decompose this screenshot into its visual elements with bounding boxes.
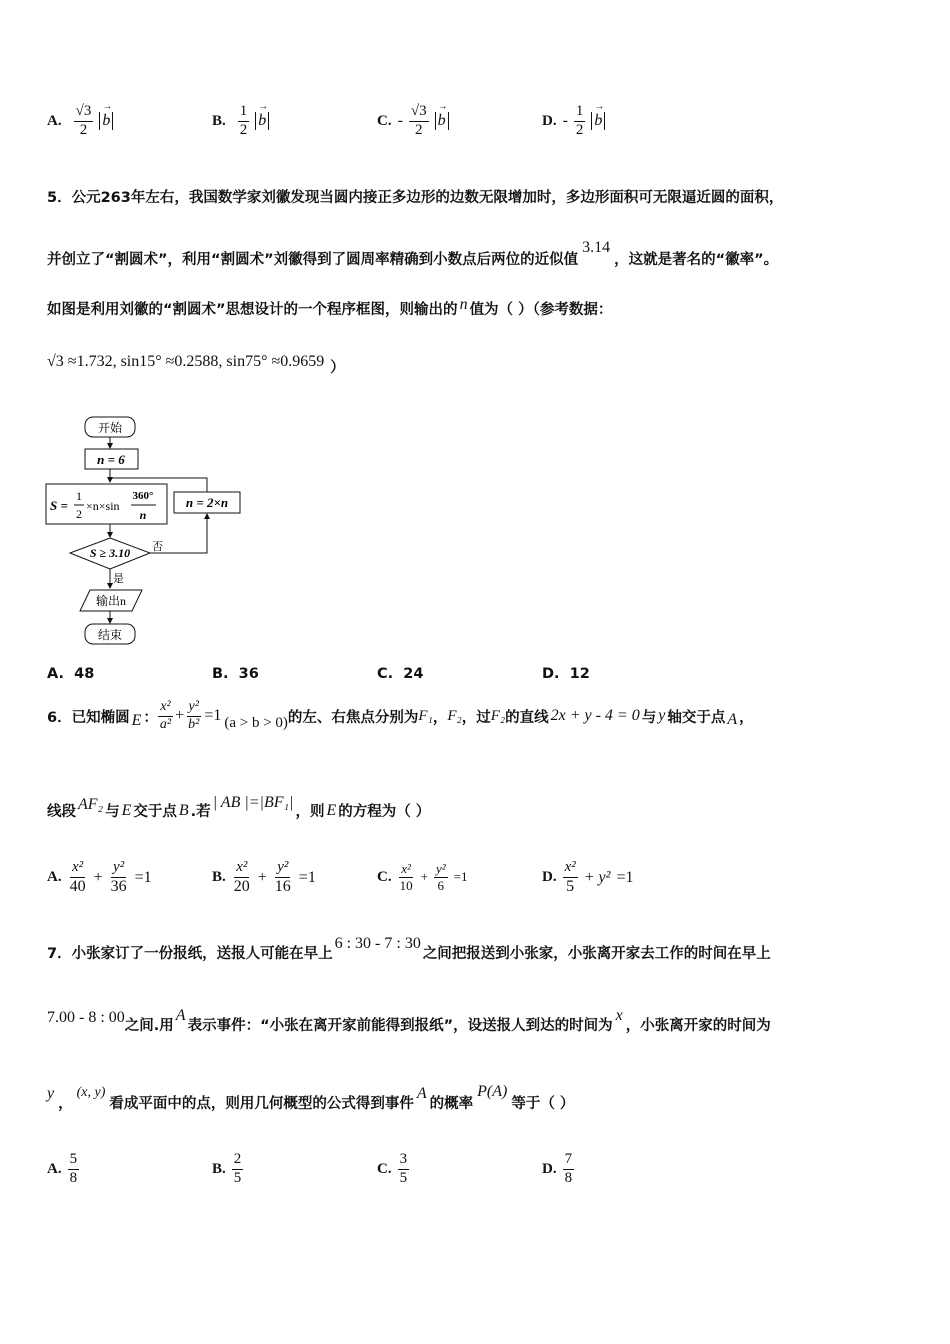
fraction bbox=[273, 860, 293, 896]
fraction-numerator: 3 bbox=[398, 1152, 410, 1170]
option-label: D. bbox=[542, 869, 557, 886]
flow-calc-half-num: 1 bbox=[76, 489, 82, 503]
fraction bbox=[574, 104, 586, 139]
line-equation: 2x + y - 4 = 0 bbox=[550, 707, 640, 725]
q7-option-c[interactable] bbox=[377, 1152, 409, 1187]
focus-f2: F₂ bbox=[490, 707, 506, 724]
q4-option-c[interactable] bbox=[377, 104, 449, 139]
pi-value: 3.14 bbox=[582, 239, 611, 256]
text: 的左、右焦点分别为 bbox=[287, 709, 419, 726]
q5-reference-data bbox=[47, 350, 345, 376]
fraction bbox=[232, 1152, 244, 1187]
fraction bbox=[68, 1152, 80, 1187]
flow-calc-angle-num: 360° bbox=[132, 490, 154, 502]
point-xy: (x, y) bbox=[76, 1085, 106, 1100]
text: 7．小张家订了一份报纸，送报人可能在早上 bbox=[47, 946, 333, 962]
fraction-numerator: 2 bbox=[232, 1152, 244, 1170]
text: 值为（ ）（参考数据： bbox=[469, 302, 613, 318]
text: 如图是利用刘徽的“割圆术”思想设计的一个程序框图，则输出的 bbox=[47, 302, 458, 318]
program-flowchart bbox=[40, 410, 260, 650]
y-squared-term: + y² bbox=[583, 868, 611, 886]
q7-line-3 bbox=[47, 1083, 575, 1113]
fraction bbox=[109, 860, 129, 896]
fraction-numerator: 7 bbox=[563, 1152, 575, 1170]
fraction bbox=[74, 104, 94, 139]
point-a: A bbox=[727, 711, 738, 729]
fraction bbox=[232, 860, 252, 896]
q4-option-b[interactable] bbox=[212, 104, 269, 139]
text: 之间.用 bbox=[124, 1018, 174, 1034]
text: 并创立了“割圆术”，利用“割圆术”刘徽得到了圆周率精确到小数点后两位的近似值 bbox=[47, 252, 579, 268]
flow-output-text: 输出n bbox=[95, 594, 127, 608]
option-value: 36 bbox=[238, 666, 259, 682]
equals-one: =1 bbox=[453, 869, 468, 885]
option-label: B. bbox=[212, 112, 226, 129]
option-label: D. bbox=[542, 666, 560, 682]
option-label: B. bbox=[212, 1160, 226, 1177]
flow-no-label: 否 bbox=[152, 541, 163, 553]
vector-magnitude bbox=[435, 112, 449, 130]
q5-option-d[interactable] bbox=[542, 666, 590, 682]
variable-x: x bbox=[615, 1007, 623, 1024]
option-sign: - bbox=[562, 112, 568, 130]
flow-calc-mid: ×n×sin bbox=[86, 499, 120, 513]
fraction-numerator: x² bbox=[401, 861, 411, 876]
fraction-denominator: 40 bbox=[69, 877, 86, 895]
variable-n: n bbox=[459, 296, 468, 313]
fraction-numerator: x² bbox=[70, 860, 85, 878]
flow-yes-label: 是 bbox=[113, 573, 124, 585]
fraction-numerator: √3 bbox=[74, 104, 94, 122]
equals-one: =1 bbox=[298, 868, 316, 886]
text: ， bbox=[432, 709, 448, 726]
q4-option-d[interactable] bbox=[542, 104, 605, 139]
q4-option-a[interactable] bbox=[47, 104, 113, 139]
vector-magnitude bbox=[255, 112, 269, 130]
fraction-numerator: x² bbox=[234, 860, 249, 878]
equals-one: =1 bbox=[204, 707, 222, 725]
q5-line-3 bbox=[47, 298, 612, 319]
text: 交于点 bbox=[133, 804, 177, 820]
fraction-numerator: 1 bbox=[574, 104, 586, 122]
fraction-numerator: y² bbox=[111, 860, 126, 878]
vector-magnitude bbox=[591, 112, 605, 130]
flow-calc-half-den: 2 bbox=[76, 507, 82, 521]
fraction-numerator: x² bbox=[158, 700, 172, 717]
ellipse-e: E bbox=[121, 801, 132, 819]
focus-f1: F₁ bbox=[418, 707, 433, 724]
text: ，这就是著名的“徽率”。 bbox=[614, 252, 779, 268]
text: 之间把报送到小张家，小张离开家去工作的时间在早上 bbox=[422, 946, 771, 962]
text: 线段 bbox=[47, 804, 76, 820]
option-label: C. bbox=[377, 666, 394, 682]
probability-pa: P(A) bbox=[477, 1083, 508, 1100]
fraction-denominator: 6 bbox=[437, 877, 445, 893]
text: ， bbox=[739, 709, 754, 726]
flow-end-text: 结束 bbox=[97, 628, 123, 642]
vector-b: → b bbox=[258, 112, 266, 130]
q7-option-d[interactable] bbox=[542, 1152, 574, 1187]
fraction-denominator: a² bbox=[159, 716, 172, 732]
fraction-denominator: 8 bbox=[564, 1169, 573, 1186]
focus-f2: F₂ bbox=[447, 707, 462, 724]
fraction bbox=[238, 104, 250, 139]
q5-option-b[interactable] bbox=[212, 666, 259, 682]
fraction-denominator: 20 bbox=[233, 877, 250, 895]
text: ，小张离开家的时间为 bbox=[625, 1018, 771, 1034]
fraction-denominator: 36 bbox=[110, 877, 127, 895]
option-label: A. bbox=[47, 112, 62, 129]
ellipse-eq-x bbox=[158, 700, 173, 732]
flow-start-text: 开始 bbox=[97, 421, 123, 435]
flow-calc-angle-den: n bbox=[139, 508, 147, 522]
q6-line-1 bbox=[47, 700, 754, 732]
q7-option-b[interactable] bbox=[212, 1152, 243, 1187]
vector-magnitude bbox=[99, 112, 113, 130]
q6-option-a[interactable]: A. $\frac{\text{x²}}{40}$ + $\frac{\text{y²}}{36}$ =1 bbox=[47, 859, 152, 895]
text: 轴交于点 bbox=[667, 709, 726, 726]
flow-init-text: n = 6 bbox=[97, 452, 125, 467]
flow-calc-s: S = bbox=[50, 498, 68, 513]
fraction bbox=[563, 1152, 575, 1187]
text: 看成平面中的点，则用几何概型的公式得到事件 bbox=[109, 1096, 414, 1112]
option-label: B. bbox=[212, 869, 226, 886]
fraction-numerator: 5 bbox=[68, 1152, 80, 1170]
text: 6．已知椭圆 bbox=[47, 709, 130, 726]
option-label: D. bbox=[542, 1160, 557, 1177]
fraction-denominator: 2 bbox=[239, 121, 248, 138]
option-value: 12 bbox=[569, 666, 590, 682]
q5-option-a[interactable] bbox=[47, 666, 94, 682]
option-label: D. bbox=[542, 112, 557, 129]
text: ， bbox=[58, 1096, 73, 1112]
point-b: B bbox=[178, 801, 189, 819]
text: 等于（ ） bbox=[511, 1096, 575, 1112]
time-range-delivery: 6 : 30 - 7 : 30 bbox=[334, 935, 421, 952]
text: ，则 bbox=[295, 804, 325, 820]
fraction-denominator: 2 bbox=[79, 121, 88, 138]
equals-one: =1 bbox=[616, 868, 634, 886]
fraction-numerator: y² bbox=[187, 700, 201, 717]
fraction-denominator: 2 bbox=[575, 121, 584, 138]
fraction-denominator: 10 bbox=[399, 877, 413, 893]
segment-af2: AF₂ bbox=[78, 795, 104, 813]
text: 的直线 bbox=[505, 709, 549, 726]
reference-values: √3 ≈1.732, sin15° ≈0.2588, sin75° ≈0.9659 bbox=[47, 353, 325, 370]
ellipse-e: E bbox=[326, 801, 337, 819]
fraction-denominator: 16 bbox=[274, 877, 291, 895]
axis-y: y bbox=[658, 707, 666, 725]
fraction-denominator: b² bbox=[188, 716, 200, 732]
option-label: A. bbox=[47, 869, 62, 886]
ellipse-e: E bbox=[131, 712, 142, 730]
flow-condition-text: S ≥ 3.10 bbox=[89, 546, 131, 560]
option-label: C. bbox=[377, 112, 392, 129]
fraction bbox=[68, 860, 88, 896]
q5-line-1: 5．公元263年左右，我国数学家刘徽发现当圆内接正多边形的边数无限增加时，多边形面积可无限逼近圆的面积， bbox=[47, 190, 784, 206]
text: ，过 bbox=[461, 709, 491, 726]
fraction-denominator: 5 bbox=[566, 877, 575, 895]
q5-option-c[interactable] bbox=[377, 666, 423, 682]
text: ） bbox=[330, 360, 345, 376]
event-a: A bbox=[416, 1085, 427, 1102]
plus-sign: + bbox=[175, 707, 185, 725]
vector-b: → b bbox=[438, 112, 446, 130]
text: 的方程为（ ） bbox=[338, 804, 431, 820]
option-label: A. bbox=[47, 1160, 62, 1177]
text: 表示事件：“小张在离开家前能得到报纸”，设送报人到达的时间为 bbox=[187, 1018, 613, 1034]
fraction bbox=[398, 1152, 410, 1187]
fraction bbox=[398, 862, 415, 892]
fraction-denominator: 5 bbox=[399, 1169, 408, 1186]
q6-option-b[interactable]: B. $\frac{\text{x²}}{20}$ + $\frac{\text{y²}}{16}$ =1 bbox=[212, 859, 316, 895]
option-value: 24 bbox=[403, 666, 424, 682]
q7-option-a[interactable] bbox=[47, 1152, 79, 1187]
q6-line-2 bbox=[47, 793, 431, 821]
q7-line-1 bbox=[47, 935, 771, 963]
option-sign: - bbox=[397, 112, 403, 130]
flow-update-text: n = 2×n bbox=[185, 495, 229, 510]
fraction-denominator: 2 bbox=[415, 121, 423, 138]
ellipse-eq-y bbox=[186, 700, 201, 732]
option-label: C. bbox=[377, 1160, 392, 1177]
fraction bbox=[563, 860, 578, 896]
event-a: A bbox=[175, 1007, 186, 1024]
fraction-numerator: √3 bbox=[409, 104, 429, 122]
text: 与 bbox=[105, 804, 120, 820]
q6-option-d[interactable] bbox=[542, 860, 633, 896]
fraction-denominator: 8 bbox=[69, 1169, 78, 1186]
text: ： bbox=[143, 709, 158, 726]
time-range-leave: 7.00 - 8 : 00 bbox=[47, 1009, 125, 1026]
q6-option-c[interactable]: C. $\frac{\text{x²}}{10}$ + $\frac{\text{y²}}{6}$ =1 bbox=[377, 861, 468, 893]
fraction-numerator: 1 bbox=[238, 104, 250, 122]
text: 与 bbox=[641, 709, 657, 726]
q5-line-2 bbox=[47, 239, 779, 269]
vector-b: → b bbox=[594, 112, 602, 130]
condition-a-gt-b: (a > b > 0) bbox=[224, 714, 288, 731]
fraction-numerator: y² bbox=[435, 861, 446, 876]
fraction-numerator: x² bbox=[563, 860, 578, 878]
option-label: C. bbox=[377, 868, 392, 885]
fraction bbox=[409, 104, 429, 139]
equals-one: =1 bbox=[134, 868, 152, 886]
fraction bbox=[434, 862, 448, 892]
option-value: 48 bbox=[74, 666, 95, 682]
option-label: A. bbox=[47, 666, 64, 682]
vector-b: → b bbox=[102, 112, 110, 130]
q7-line-2 bbox=[47, 1007, 771, 1035]
abs-equation: | AB |=|BF₁| bbox=[212, 793, 294, 811]
fraction-denominator: 5 bbox=[233, 1169, 242, 1186]
variable-y: y bbox=[47, 1085, 55, 1102]
text: 的概率 bbox=[429, 1096, 474, 1112]
option-label: B. bbox=[212, 666, 229, 682]
fraction-numerator: y² bbox=[275, 860, 290, 878]
text: .若 bbox=[190, 804, 211, 820]
